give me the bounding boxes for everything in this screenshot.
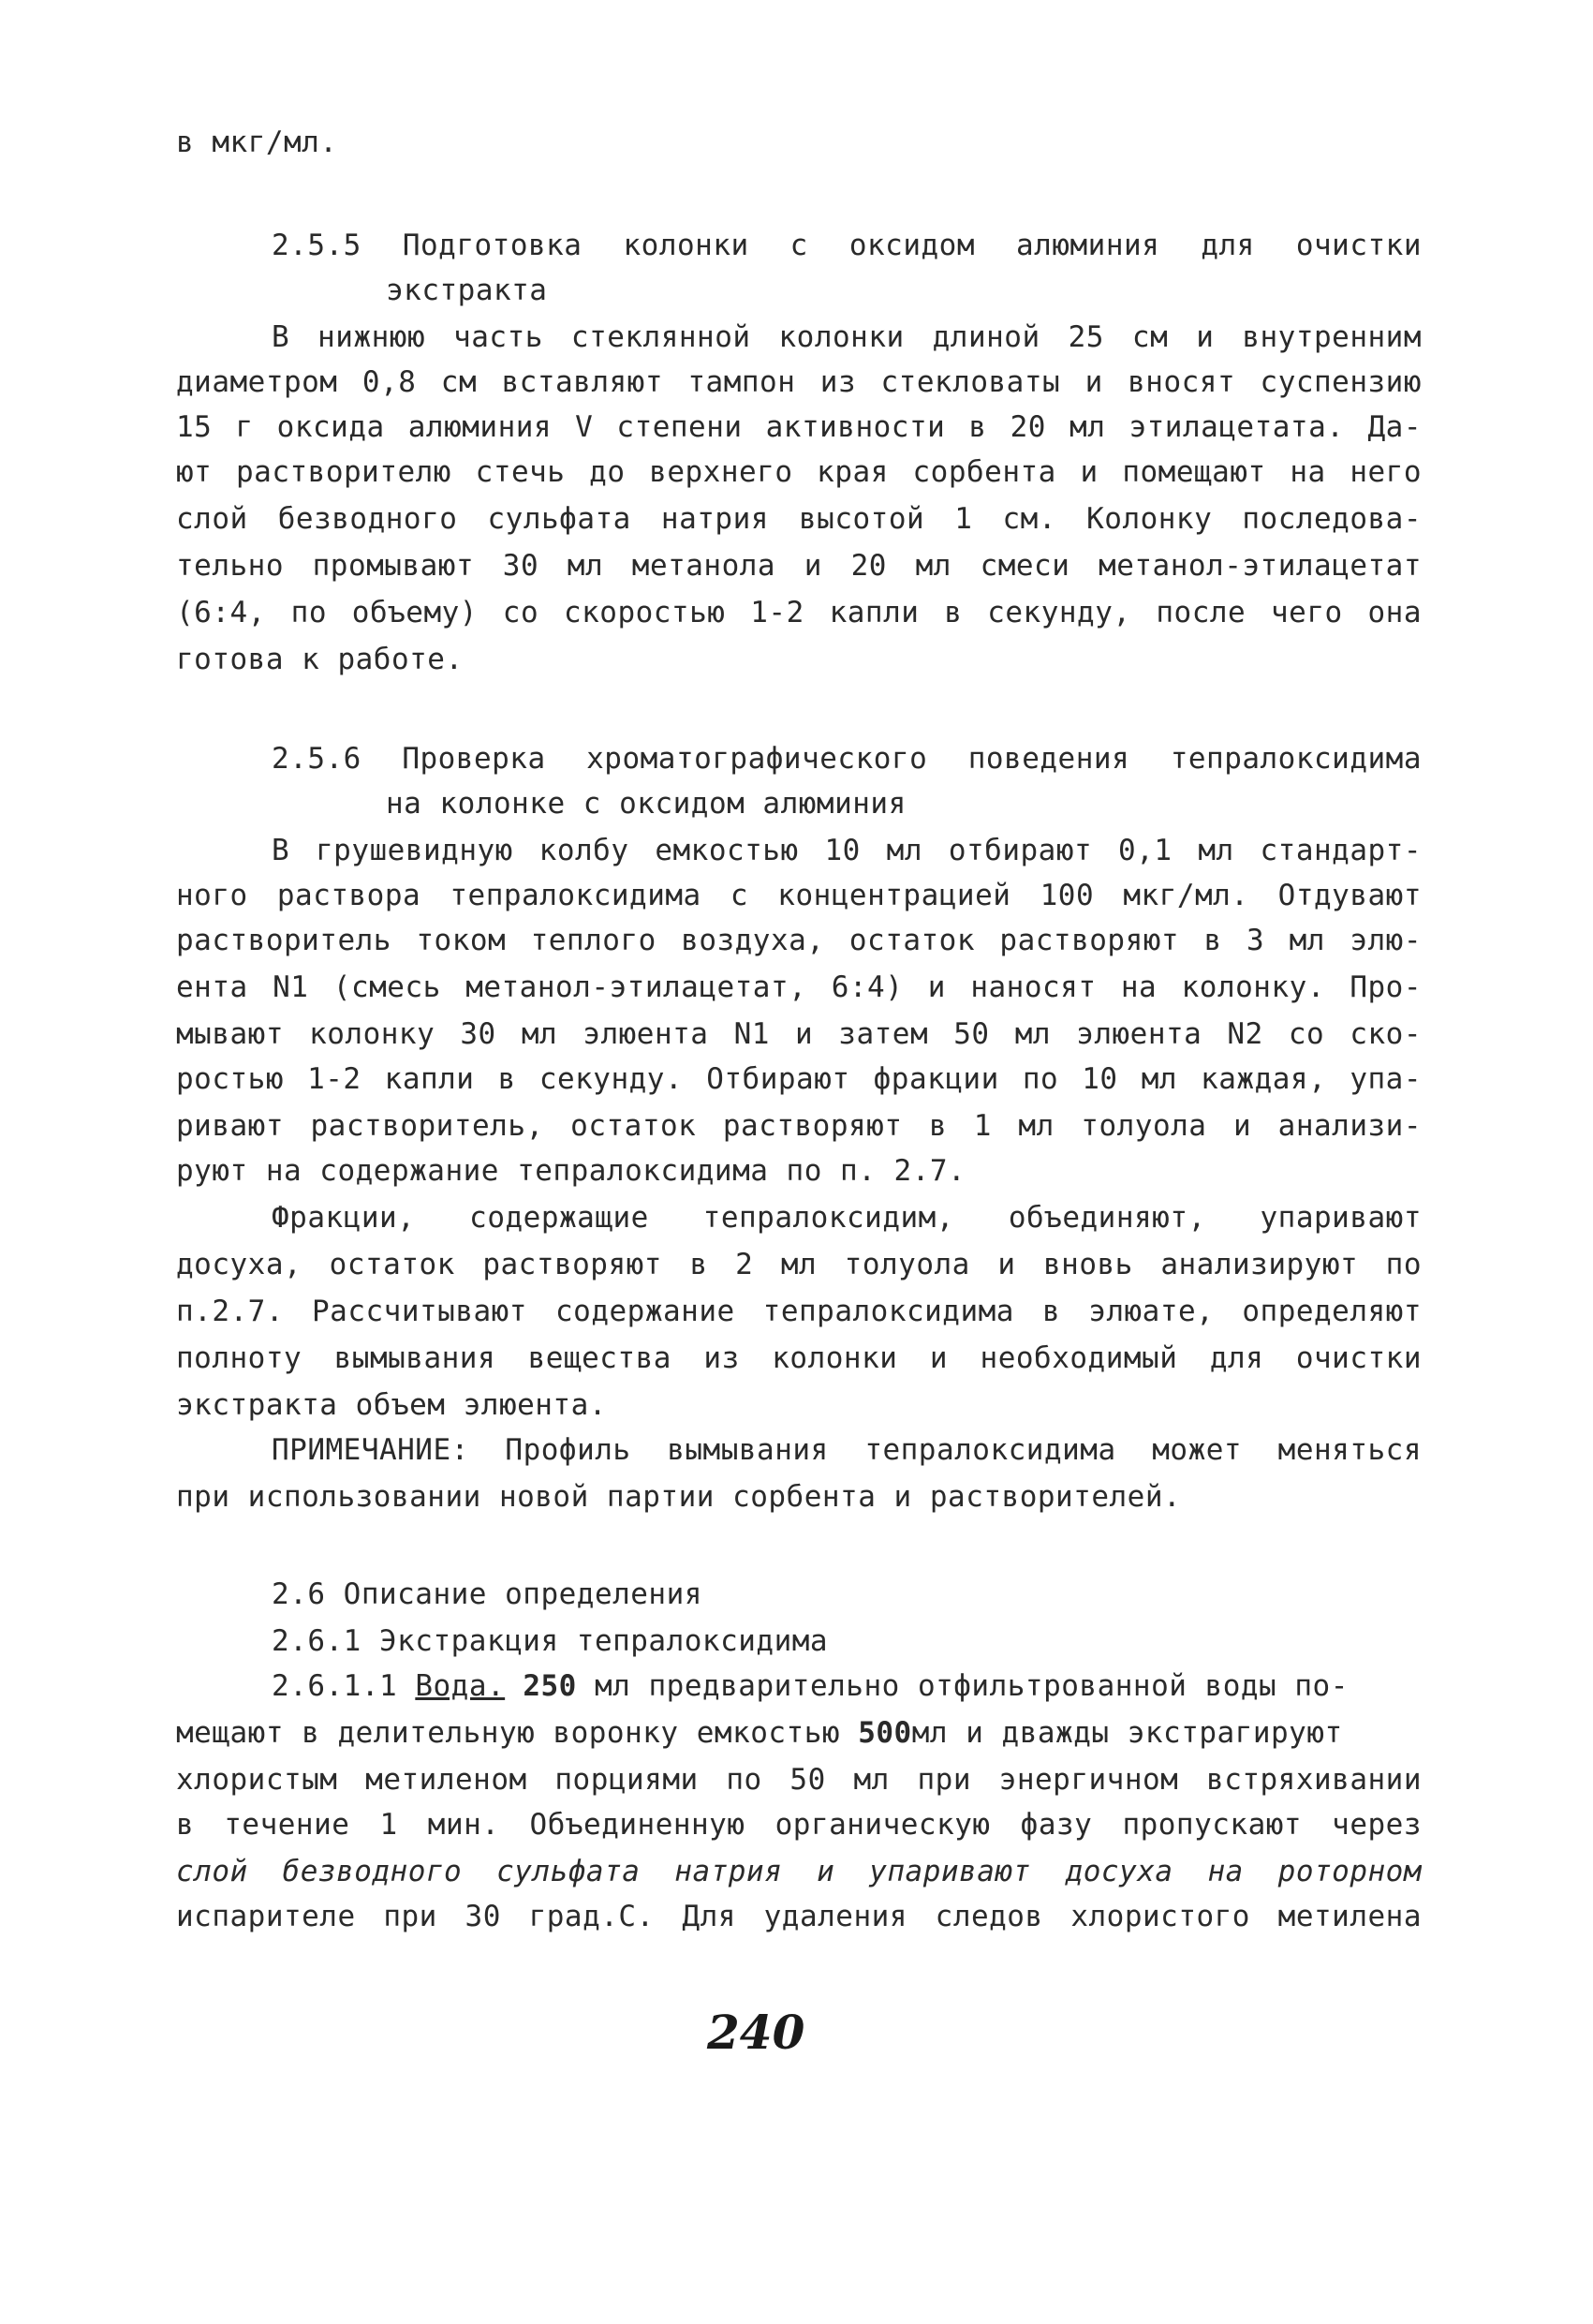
- paragraph-line: слой безводного сульфата натрия и упаривают досуха на роторном: [176, 1855, 1422, 1888]
- paragraph-line: ента N1 (смесь метанол-этилацетат, 6:4) и наносят на колонку. Про-: [176, 970, 1422, 1004]
- text-fragment: мещают в делительную воронку емкостью: [176, 1716, 841, 1750]
- paragraph-line: в течение 1 мин. Объединенную органическую фазу пропускают через: [176, 1808, 1422, 1842]
- paragraph-line: досуха, остаток растворяют в 2 мл толуола и вновь анализируют по: [176, 1248, 1422, 1281]
- page-number: 240: [707, 2005, 805, 2060]
- funnel-volume: 500: [858, 1716, 912, 1750]
- paragraph-line: экстракта объем элюента.: [176, 1388, 607, 1422]
- paragraph-line: В грушевидную колбу емкостью 10 мл отбирают 0,1 мл стандарт-: [272, 834, 1422, 867]
- text-fragment: мл и дважды экстрагируют: [911, 1716, 1343, 1750]
- section-heading-2-6: 2.6 Описание определения: [272, 1577, 702, 1611]
- paragraph-line: полноту вымывания вещества из колонки и необходимый для очистки: [176, 1341, 1422, 1375]
- item-number: 2.6.1.1: [272, 1669, 398, 1703]
- note-line: ПРИМЕЧАНИЕ: Профиль вымывания тепралоксидима может меняться: [272, 1433, 1422, 1467]
- paragraph-line: готова к работе.: [176, 643, 464, 676]
- paragraph-line: слой безводного сульфата натрия высотой 1 см. Колонку последова-: [176, 502, 1422, 536]
- paragraph-line: 15 г оксида алюминия V степени активности в 20 мл этилацетата. Да-: [176, 410, 1422, 444]
- paragraph-line: испарителе при 30 град.С. Для удаления следов хлористого метилена: [176, 1900, 1422, 1933]
- section-heading-2-5-5: 2.5.5 Подготовка колонки с оксидом алюминия для очистки: [272, 229, 1422, 262]
- paragraph-line: п.2.7. Рассчитывают содержание тепралоксидима в элюате, определяют: [176, 1295, 1422, 1328]
- note-line: при использовании новой партии сорбента и растворителей.: [176, 1480, 1182, 1514]
- paragraph-line: тельно промывают 30 мл метанола и 20 мл смеси метанол-этилацетат: [176, 549, 1422, 583]
- paragraph-line: ростью 1-2 капли в секунду. Отбирают фракции по 10 мл каждая, упа-: [176, 1062, 1422, 1096]
- paragraph-line: ют растворителю стечь до верхнего края сорбента и помещают на него: [176, 455, 1422, 489]
- paragraph-line: диаметром 0,8 см вставляют тампон из стекловаты и вносят суспензию: [176, 365, 1422, 399]
- text-line-fragment: в мкг/мл.: [176, 126, 338, 159]
- paragraph-line: ривают растворитель, остаток растворяют в 1 мл толуола и анализи-: [176, 1109, 1422, 1143]
- paragraph-line: В нижнюю часть стеклянной колонки длиной 25 см и внутренним: [272, 320, 1422, 354]
- paragraph-line: хлористым метиленом порциями по 50 мл при энергичном встряхивании: [176, 1763, 1422, 1797]
- text-fragment: мл предварительно отфильтрованной воды по-: [595, 1669, 1349, 1703]
- paragraph-line: растворитель током теплого воздуха, остаток растворяют в 3 мл элю-: [176, 924, 1422, 957]
- paragraph-line: мывают колонку 30 мл элюента N1 и затем 50 мл элюента N2 со ско-: [176, 1017, 1422, 1051]
- paragraph-line: Фракции, содержащие тепралоксидим, объединяют, упаривают: [272, 1201, 1422, 1235]
- water-volume: 250: [523, 1669, 577, 1703]
- paragraph-line: [176, 1710, 1422, 1755]
- section-heading-2-6-1: 2.6.1 Экстракция тепралоксидима: [272, 1624, 829, 1658]
- section-heading-2-5-5-cont: экстракта: [386, 274, 548, 307]
- section-heading-2-5-6-cont: на колонке с оксидом алюминия: [386, 787, 907, 821]
- paragraph-line-2-6-1-1: [272, 1664, 1422, 1709]
- paragraph-line: руют на содержание тепралоксидима по п. 2.7.: [176, 1154, 966, 1188]
- paragraph-line: (6:4, по объему) со скоростью 1-2 капли в секунду, после чего она: [176, 596, 1422, 629]
- paragraph-line: ного раствора тепралоксидима с концентрацией 100 мкг/мл. Отдувают: [176, 879, 1422, 912]
- section-heading-2-5-6: 2.5.6 Проверка хроматографического поведения тепралоксидима: [272, 742, 1422, 776]
- item-label-water: Вода.: [415, 1669, 506, 1703]
